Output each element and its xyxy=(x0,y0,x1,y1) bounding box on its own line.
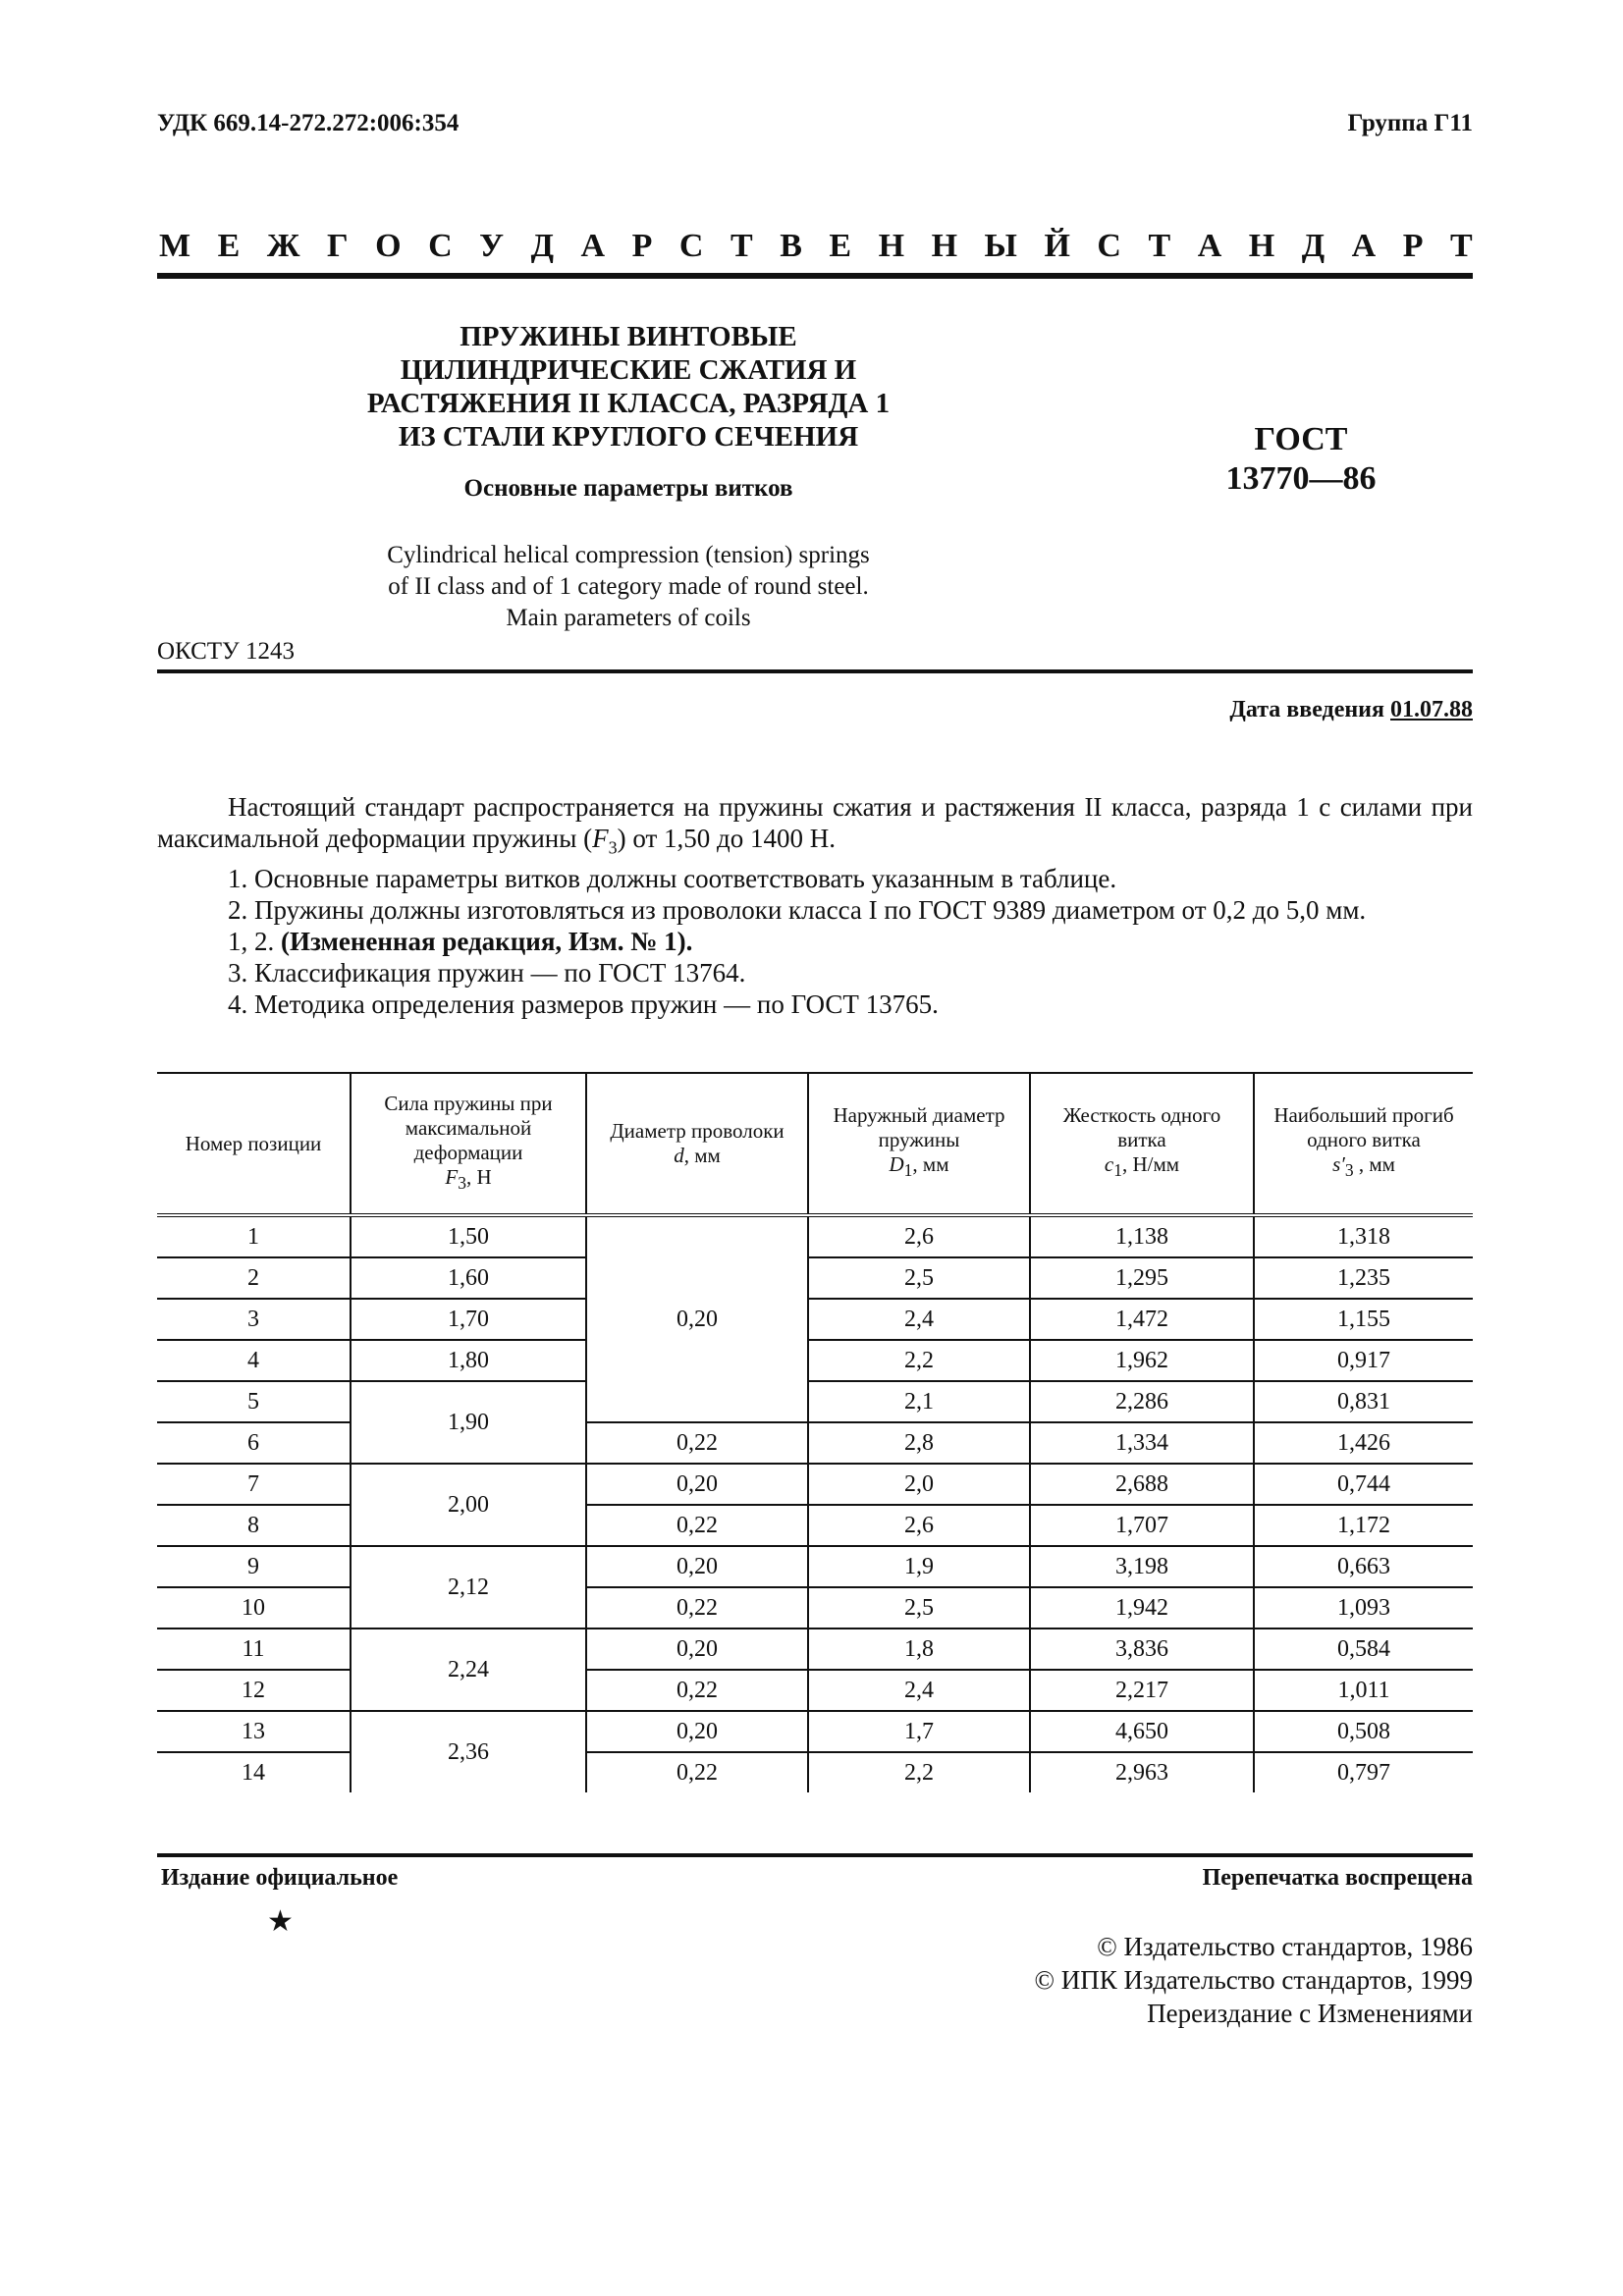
cell-position: 11 xyxy=(157,1629,351,1670)
cell-force: 2,12 xyxy=(351,1546,586,1629)
banner-letter: Ы xyxy=(984,228,1017,264)
table-body xyxy=(157,1215,1473,1792)
cell-position: 5 xyxy=(157,1381,351,1422)
gost-code: 13770—86 xyxy=(1225,460,1377,497)
footer-divider xyxy=(157,1853,1473,1857)
banner-letter: С xyxy=(1097,228,1121,264)
cell-wire-diameter: 0,22 xyxy=(586,1587,808,1629)
cell-wire-diameter: 0,20 xyxy=(586,1215,808,1422)
symbol: c xyxy=(1104,1152,1114,1177)
symbol: s′ xyxy=(1332,1152,1345,1177)
table-row xyxy=(157,1340,1473,1381)
cell-max-deflection: 0,744 xyxy=(1254,1464,1473,1505)
text-span: 1, 2. xyxy=(228,927,281,957)
header-text: Сила пружины при максимальной деформации xyxy=(384,1091,553,1164)
table-row xyxy=(157,1299,1473,1340)
banner-letter: Е xyxy=(217,228,241,264)
banner-letter: А xyxy=(1197,228,1222,264)
table-row xyxy=(157,1546,1473,1587)
introduction-date xyxy=(1229,697,1473,723)
text-span: ) от 1,50 до 1400 Н. xyxy=(617,824,837,853)
cell-max-deflection: 0,584 xyxy=(1254,1629,1473,1670)
cell-wire-diameter: 0,22 xyxy=(586,1752,808,1792)
cell-position: 8 xyxy=(157,1505,351,1546)
top-divider xyxy=(157,273,1473,279)
header-text: Наружный диаметр пружины xyxy=(833,1103,1005,1152)
udk-code: УДК 669.14-272.272:006:354 xyxy=(157,110,460,136)
header-force xyxy=(351,1073,586,1215)
symbol: d xyxy=(674,1144,684,1167)
paragraph-amendment xyxy=(157,926,1473,957)
banner-letter: А xyxy=(580,228,606,264)
cell-outer-diameter: 2,2 xyxy=(808,1752,1030,1792)
header-position xyxy=(157,1073,351,1215)
parameters-table xyxy=(157,1072,1473,1792)
cell-max-deflection: 1,426 xyxy=(1254,1422,1473,1464)
cell-position: 10 xyxy=(157,1587,351,1629)
cell-max-deflection: 0,663 xyxy=(1254,1546,1473,1587)
introduction-date-value: 01.07.88 xyxy=(1390,697,1473,722)
cell-outer-diameter: 2,5 xyxy=(808,1587,1030,1629)
unit: , мм xyxy=(683,1144,721,1167)
table-row xyxy=(157,1215,1473,1257)
header-text: Жесткость одного витка xyxy=(1062,1103,1221,1152)
unit: , Н xyxy=(465,1164,492,1189)
copyright-block xyxy=(1035,1930,1474,2030)
cell-max-deflection: 0,831 xyxy=(1254,1381,1473,1422)
copyright-line: © Издательство стандартов, 1986 xyxy=(1097,1932,1473,1961)
unit: , мм xyxy=(1353,1152,1395,1177)
cell-wire-diameter: 0,22 xyxy=(586,1422,808,1464)
body-text xyxy=(157,791,1473,1020)
cell-outer-diameter: 2,6 xyxy=(808,1215,1030,1257)
cell-max-deflection: 1,155 xyxy=(1254,1299,1473,1340)
subscript: 1 xyxy=(903,1160,913,1181)
paragraph-3: 3. Классификация пружин — по ГОСТ 13764. xyxy=(228,958,746,988)
copyright-line: © ИПК Издательство стандартов, 1999 xyxy=(1034,1965,1473,1995)
banner-letter: У xyxy=(479,228,505,264)
cell-force: 1,70 xyxy=(351,1299,586,1340)
cell-force: 1,80 xyxy=(351,1340,586,1381)
cell-wire-diameter: 0,20 xyxy=(586,1464,808,1505)
header-text: Диаметр проволоки xyxy=(610,1119,784,1143)
official-edition-label: Издание официальное xyxy=(161,1865,399,1891)
cell-outer-diameter: 1,7 xyxy=(808,1711,1030,1752)
header-stiffness xyxy=(1030,1073,1254,1215)
cell-outer-diameter: 2,1 xyxy=(808,1381,1030,1422)
header-divider xyxy=(157,669,1473,673)
cell-max-deflection: 1,011 xyxy=(1254,1670,1473,1711)
banner-letter: С xyxy=(678,228,704,264)
cell-stiffness: 1,942 xyxy=(1030,1587,1254,1629)
reprint-prohibited-label: Перепечатка воспрещена xyxy=(1202,1865,1473,1891)
banner-letter: Р xyxy=(631,228,653,264)
cell-max-deflection: 0,917 xyxy=(1254,1340,1473,1381)
table-header-row xyxy=(157,1073,1473,1215)
cell-max-deflection: 1,318 xyxy=(1254,1215,1473,1257)
cell-outer-diameter: 2,5 xyxy=(808,1257,1030,1299)
cell-stiffness: 2,286 xyxy=(1030,1381,1254,1422)
cell-force: 2,36 xyxy=(351,1711,586,1792)
reissue-note: Переиздание с Изменениями xyxy=(1147,1999,1473,2028)
cell-outer-diameter: 1,9 xyxy=(808,1546,1030,1587)
banner-letter: Н xyxy=(878,228,905,264)
symbol: F xyxy=(445,1164,459,1189)
document-subtitle: Основные параметры витков xyxy=(463,475,793,502)
paragraph-4: 4. Методика определения размеров пружин — по ГОСТ 13765. xyxy=(228,989,939,1020)
gost-number xyxy=(1159,420,1443,499)
cell-stiffness: 1,138 xyxy=(1030,1215,1254,1257)
cell-position: 2 xyxy=(157,1257,351,1299)
cell-outer-diameter: 1,8 xyxy=(808,1629,1030,1670)
cell-position: 6 xyxy=(157,1422,351,1464)
introduction-date-label: Дата введения xyxy=(1229,697,1384,722)
title-line: ПРУЖИНЫ ВИНТОВЫЕ xyxy=(460,321,797,352)
table-row xyxy=(157,1711,1473,1752)
cell-force: 1,60 xyxy=(351,1257,586,1299)
cell-wire-diameter: 0,22 xyxy=(586,1670,808,1711)
cell-max-deflection: 1,093 xyxy=(1254,1587,1473,1629)
header-text: Номер позиции xyxy=(185,1131,322,1155)
cell-stiffness: 2,688 xyxy=(1030,1464,1254,1505)
cell-stiffness: 3,836 xyxy=(1030,1629,1254,1670)
cell-wire-diameter: 0,20 xyxy=(586,1711,808,1752)
standard-type-banner xyxy=(159,228,1473,265)
english-title xyxy=(324,540,933,634)
cell-max-deflection: 0,797 xyxy=(1254,1752,1473,1792)
cell-position: 7 xyxy=(157,1464,351,1505)
subscript: 3 xyxy=(608,837,618,858)
cell-position: 9 xyxy=(157,1546,351,1587)
header-outer-diameter xyxy=(808,1073,1030,1215)
cell-outer-diameter: 2,6 xyxy=(808,1505,1030,1546)
subscript: 1 xyxy=(1113,1160,1122,1181)
table-row xyxy=(157,1629,1473,1670)
document-title xyxy=(353,320,903,454)
banner-letter: Р xyxy=(1402,228,1424,264)
banner-letter: Й xyxy=(1044,228,1070,264)
subscript: 3 xyxy=(1344,1160,1354,1181)
cell-position: 1 xyxy=(247,1223,259,1250)
banner-letter: М xyxy=(159,228,191,264)
cell-force: 2,00 xyxy=(351,1464,586,1546)
banner-letter: Т xyxy=(730,228,753,264)
title-line: РАСТЯЖЕНИЯ II КЛАССА, РАЗРЯДА 1 xyxy=(366,388,891,419)
banner-letter: С xyxy=(428,228,453,264)
cell-max-deflection: 1,235 xyxy=(1254,1257,1473,1299)
cell-max-deflection: 1,172 xyxy=(1254,1505,1473,1546)
cell-stiffness: 1,472 xyxy=(1030,1299,1254,1340)
group-code: Группа Г11 xyxy=(1347,110,1473,136)
cell-stiffness: 1,295 xyxy=(1030,1257,1254,1299)
cell-stiffness: 1,962 xyxy=(1030,1340,1254,1381)
cell-position: 12 xyxy=(157,1670,351,1711)
cell-stiffness: 3,198 xyxy=(1030,1546,1254,1587)
cell-stiffness: 2,217 xyxy=(1030,1670,1254,1711)
cell-outer-diameter: 2,4 xyxy=(808,1670,1030,1711)
gost-label: ГОСТ xyxy=(1254,421,1348,457)
symbol: F xyxy=(592,824,609,853)
banner-letter: Д xyxy=(530,228,555,264)
header-max-deflection xyxy=(1254,1073,1473,1215)
cell-stiffness: 4,650 xyxy=(1030,1711,1254,1752)
header-text: Наибольший прогиб одного витка xyxy=(1273,1103,1454,1152)
table-row xyxy=(157,1257,1473,1299)
cell-force: 1,50 xyxy=(351,1215,586,1257)
english-title-line: of II class and of 1 category made of round steel. xyxy=(388,573,869,600)
okstu-code: ОКСТУ 1243 xyxy=(157,638,296,665)
amendment-note: (Измененная редакция, Изм. № 1). xyxy=(281,927,693,957)
cell-outer-diameter: 2,0 xyxy=(808,1464,1030,1505)
banner-letter: Т xyxy=(1148,228,1171,264)
cell-outer-diameter: 2,4 xyxy=(808,1299,1030,1340)
cell-stiffness: 1,334 xyxy=(1030,1422,1254,1464)
title-line: ЦИЛИНДРИЧЕСКИЕ СЖАТИЯ И xyxy=(400,354,857,386)
cell-stiffness: 1,707 xyxy=(1030,1505,1254,1546)
cell-position: 3 xyxy=(157,1299,351,1340)
banner-letter: Г xyxy=(326,228,349,264)
cell-wire-diameter: 0,22 xyxy=(586,1505,808,1546)
paragraph-scope xyxy=(157,791,1473,863)
cell-wire-diameter: 0,20 xyxy=(586,1546,808,1587)
banner-letter: Д xyxy=(1301,228,1325,264)
cell-max-deflection: 0,508 xyxy=(1254,1711,1473,1752)
banner-letter: Е xyxy=(829,228,852,264)
table-row xyxy=(157,1464,1473,1505)
table-row xyxy=(157,1381,1473,1422)
unit: , мм xyxy=(912,1152,949,1177)
cell-wire-diameter: 0,20 xyxy=(586,1629,808,1670)
cell-stiffness: 2,963 xyxy=(1030,1752,1254,1792)
banner-letter: Т xyxy=(1450,228,1473,264)
cell-position: 14 xyxy=(157,1752,351,1792)
title-line: ИЗ СТАЛИ КРУГЛОГО СЕЧЕНИЯ xyxy=(398,421,859,453)
english-title-line: Cylindrical helical compression (tension) springs xyxy=(387,542,870,568)
paragraph-1: 1. Основные параметры витков должны соответствовать указанным в таблице. xyxy=(228,864,1117,894)
cell-outer-diameter: 2,8 xyxy=(808,1422,1030,1464)
header-wire-diameter xyxy=(586,1073,808,1215)
cell-position: 13 xyxy=(157,1711,351,1752)
unit: , Н/мм xyxy=(1122,1152,1180,1177)
banner-letter: О xyxy=(375,228,402,264)
cell-position: 4 xyxy=(157,1340,351,1381)
banner-letter: Ж xyxy=(266,228,300,264)
subscript: 3 xyxy=(458,1173,466,1194)
banner-letter: А xyxy=(1351,228,1377,264)
banner-letter: В xyxy=(780,228,802,264)
cell-force: 2,24 xyxy=(351,1629,586,1711)
text-span: Настоящий стандарт распространяется на пружины сжатия и растяжения II класса, разряда 1 с силами при максимальной деформации пружины ( xyxy=(157,792,1473,853)
cell-outer-diameter: 2,2 xyxy=(808,1340,1030,1381)
cell-force: 1,90 xyxy=(351,1381,586,1464)
banner-letter: Н xyxy=(1248,228,1275,264)
english-title-line: Main parameters of coils xyxy=(506,605,751,631)
banner-letter: Н xyxy=(931,228,958,264)
symbol: D xyxy=(889,1152,904,1177)
paragraph-2: 2. Пружины должны изготовляться из проволоки класса I по ГОСТ 9389 диаметром от 0,2 до 5,0 мм. xyxy=(228,895,1367,926)
star-icon: ★ xyxy=(267,1905,294,1938)
